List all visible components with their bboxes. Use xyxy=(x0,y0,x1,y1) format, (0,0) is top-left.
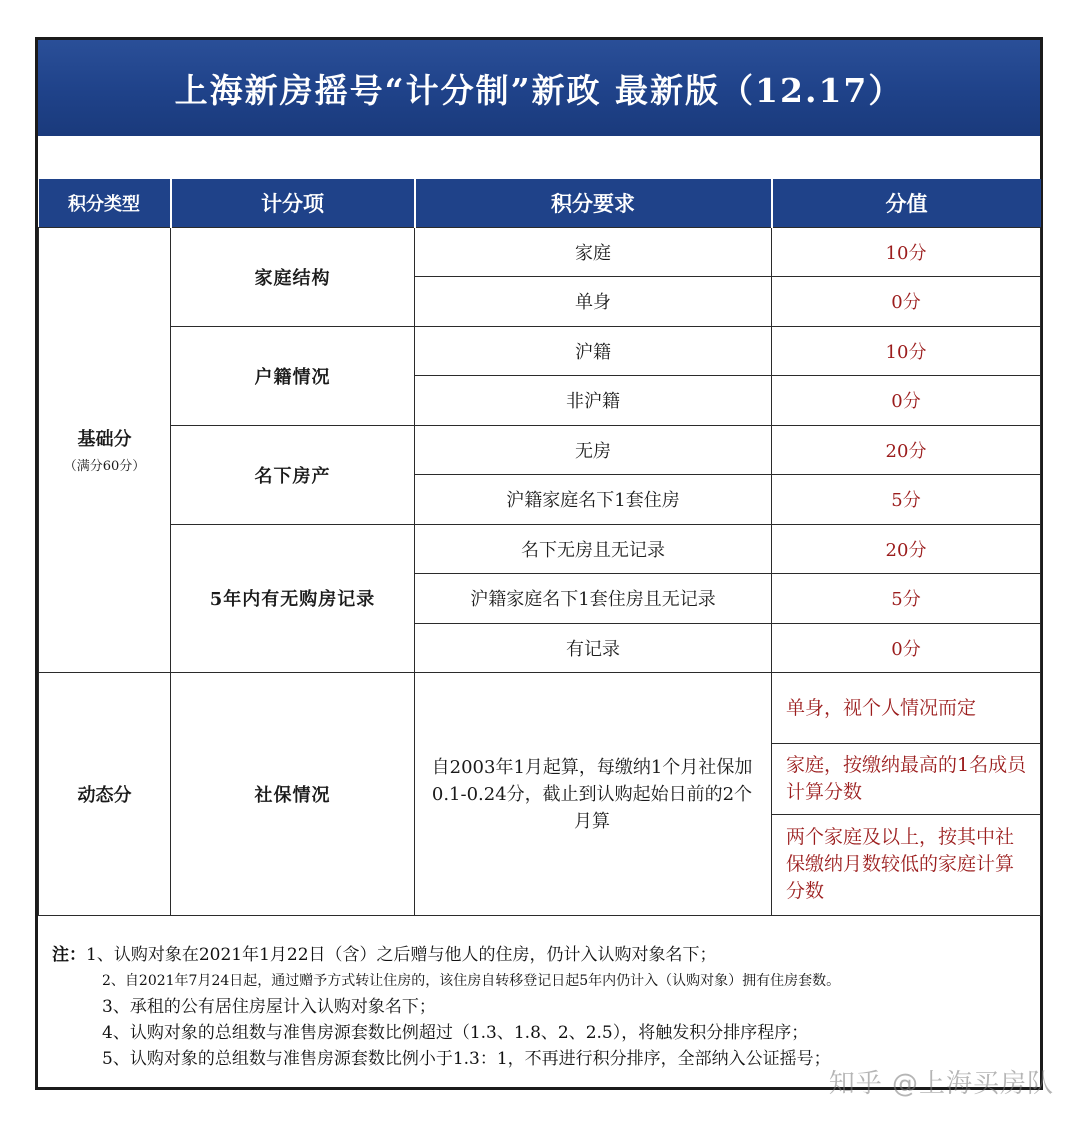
requirement-cell: 无房 xyxy=(415,425,772,475)
score-cell: 0分 xyxy=(772,277,1041,327)
footnote-4: 4、认购对象的总组数与准售房源套数比例超过（1.3、1.8、2、2.5），将触发积分排序程序； xyxy=(102,1023,809,1043)
page-title: 上海新房摇号“计分制”新政 最新版（12.17） xyxy=(174,70,904,110)
requirement-cell: 单身 xyxy=(415,277,772,327)
score-cell: 20分 xyxy=(772,425,1041,475)
note-multi-family: 两个家庭及以上，按其中社保缴纳月数较低的家庭计算分数 xyxy=(786,825,1015,902)
table-header-row xyxy=(39,179,1041,227)
requirement-cell: 沪籍家庭名下1套住房且无记录 xyxy=(415,574,772,624)
score-cell: 5分 xyxy=(772,574,1041,624)
item-hukou: 户籍情况 xyxy=(171,326,415,425)
requirement-cell: 名下无房且无记录 xyxy=(415,524,772,574)
footnote-1: 1、认购对象在2021年1月22日（含）之后赠与他人的住房，仍计入认购对象名下； xyxy=(86,945,717,965)
footnote-5: 5、认购对象的总组数与准售房源套数比例小于1.3：1，不再进行积分排序，全部纳入公证摇号； xyxy=(102,1049,831,1069)
requirement-cell: 家庭 xyxy=(415,227,772,277)
header-type: 积分类型 xyxy=(39,179,171,227)
score-cell: 0分 xyxy=(772,376,1041,426)
points-table xyxy=(38,179,1041,916)
requirement-cell: 非沪籍 xyxy=(415,376,772,426)
footnote-3: 3、承租的公有居住房屋计入认购对象名下； xyxy=(102,997,436,1017)
table-row xyxy=(39,425,1041,475)
basic-category-cell xyxy=(39,227,171,673)
requirement-cell: 沪籍家庭名下1套住房 xyxy=(415,475,772,525)
dynamic-notes xyxy=(772,673,1040,915)
note-single: 单身，视个人情况而定 xyxy=(772,673,1040,744)
table-row xyxy=(39,227,1041,277)
footnotes xyxy=(52,942,1032,1072)
header-score: 分值 xyxy=(772,179,1041,227)
requirement-cell: 有记录 xyxy=(415,623,772,673)
note-family: 家庭，按缴纳最高的1名成员计算分数 xyxy=(772,744,1040,815)
table-row-dynamic xyxy=(39,673,1041,916)
score-cell: 5分 xyxy=(772,475,1041,525)
score-cell: 0分 xyxy=(772,623,1041,673)
item-purchase-record: 5年内有无购房记录 xyxy=(171,524,415,673)
footnote-label: 注： xyxy=(52,945,86,965)
basic-category-sub: （满分60分） xyxy=(63,459,146,475)
score-cell: 20分 xyxy=(772,524,1041,574)
footnote-2: 2、自2021年7月24日起，通过赠予方式转让住房的，该住房自转移登记日起5年内仍计入（认购对象）拥有住房套数。 xyxy=(102,973,841,989)
item-property: 名下房产 xyxy=(171,425,415,524)
item-social-security: 社保情况 xyxy=(171,673,415,916)
policy-card xyxy=(35,37,1043,1090)
dynamic-requirement: 自2003年1月起算，每缴纳1个月社保加0.1-0.24分，截止到认购起始日前的2个月算 xyxy=(415,673,772,916)
table-row xyxy=(39,524,1041,574)
table-row xyxy=(39,326,1041,376)
score-cell: 10分 xyxy=(772,227,1041,277)
item-family-structure: 家庭结构 xyxy=(171,227,415,326)
watermark: 知乎 @上海买房队 xyxy=(828,1069,1054,1099)
header-requirement: 积分要求 xyxy=(415,179,772,227)
title-bar xyxy=(38,40,1040,136)
header-item: 计分项 xyxy=(171,179,415,227)
score-cell: 10分 xyxy=(772,326,1041,376)
footnote-line xyxy=(52,942,1032,968)
basic-category-label: 基础分 xyxy=(77,429,132,451)
dynamic-category-cell: 动态分 xyxy=(39,673,171,916)
dynamic-notes-cell xyxy=(772,673,1041,916)
requirement-cell: 沪籍 xyxy=(415,326,772,376)
